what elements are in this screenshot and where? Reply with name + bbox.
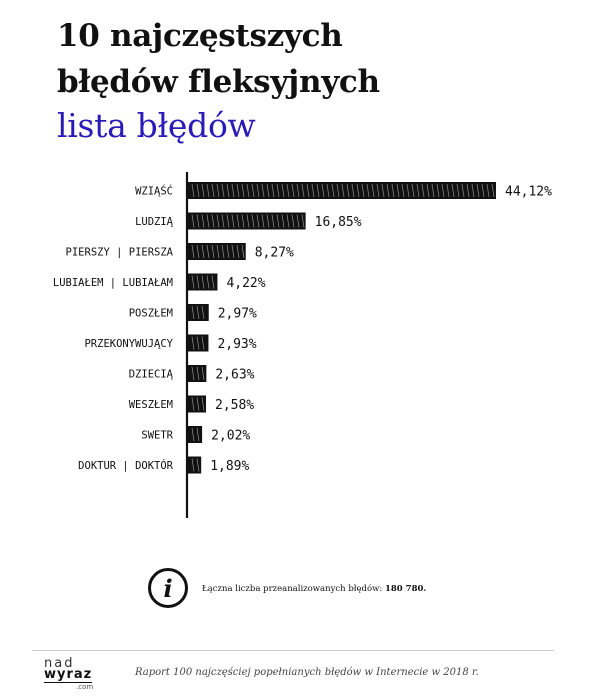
footer-source-text: Raport 100 najczęściej popełnianych błędów w Internecie w 2018 r.: [135, 667, 479, 678]
chart-title-line-1: 10 najczęstszych: [57, 18, 343, 54]
info-icon-glyph: i: [163, 574, 173, 603]
data-label: 4,22%: [226, 276, 266, 291]
bar: [188, 213, 306, 230]
info-label: Łączna liczba przeanalizowanych błędów:: [202, 584, 383, 594]
category-label: swetr: [141, 429, 173, 442]
bar: [188, 243, 246, 260]
category-label: doktur | doktór: [78, 460, 173, 472]
category-label: przekonywujący: [84, 338, 173, 350]
category-label: dziecią: [128, 368, 173, 381]
chart-title-line-2: błędów fleksyjnych: [57, 64, 380, 100]
data-label: 44,12%: [505, 184, 552, 200]
data-label: 2,58%: [215, 398, 255, 413]
bar: [188, 457, 201, 474]
logo-suffix: .com: [76, 683, 94, 691]
chart-subtitle: lista błędów: [57, 106, 256, 145]
footer-divider: [32, 650, 554, 651]
bar-chart: [0, 170, 601, 530]
info-icon: [148, 568, 188, 608]
category-label: ludzią: [135, 216, 173, 228]
info-text: [202, 584, 426, 594]
bar: [188, 426, 202, 443]
data-label: 2,97%: [217, 306, 257, 322]
data-label: 2,02%: [211, 428, 251, 444]
logo-top: nad: [44, 656, 75, 671]
logo-main: wyraz: [44, 667, 93, 682]
nadwyraz-logo: [44, 656, 104, 696]
info-value: 180 780.: [384, 584, 427, 594]
bar: [188, 335, 208, 352]
category-label: weszłem: [128, 399, 173, 411]
data-label: 2,63%: [215, 367, 255, 383]
category-label: poszłem: [128, 307, 173, 320]
data-label: 8,27%: [254, 245, 294, 261]
category-label: pierszy | piersza: [65, 246, 173, 259]
bar: [188, 182, 496, 199]
data-label: 2,93%: [217, 337, 257, 352]
category-label: lubiałem | lubiałam: [52, 277, 173, 289]
bar: [188, 396, 206, 413]
bar: [188, 365, 206, 382]
data-label: 1,89%: [210, 459, 250, 474]
category-label: wziąść: [135, 185, 173, 198]
bar: [188, 274, 217, 291]
data-label: 16,85%: [314, 215, 362, 230]
bar: [188, 304, 209, 321]
info-box: [148, 568, 448, 618]
